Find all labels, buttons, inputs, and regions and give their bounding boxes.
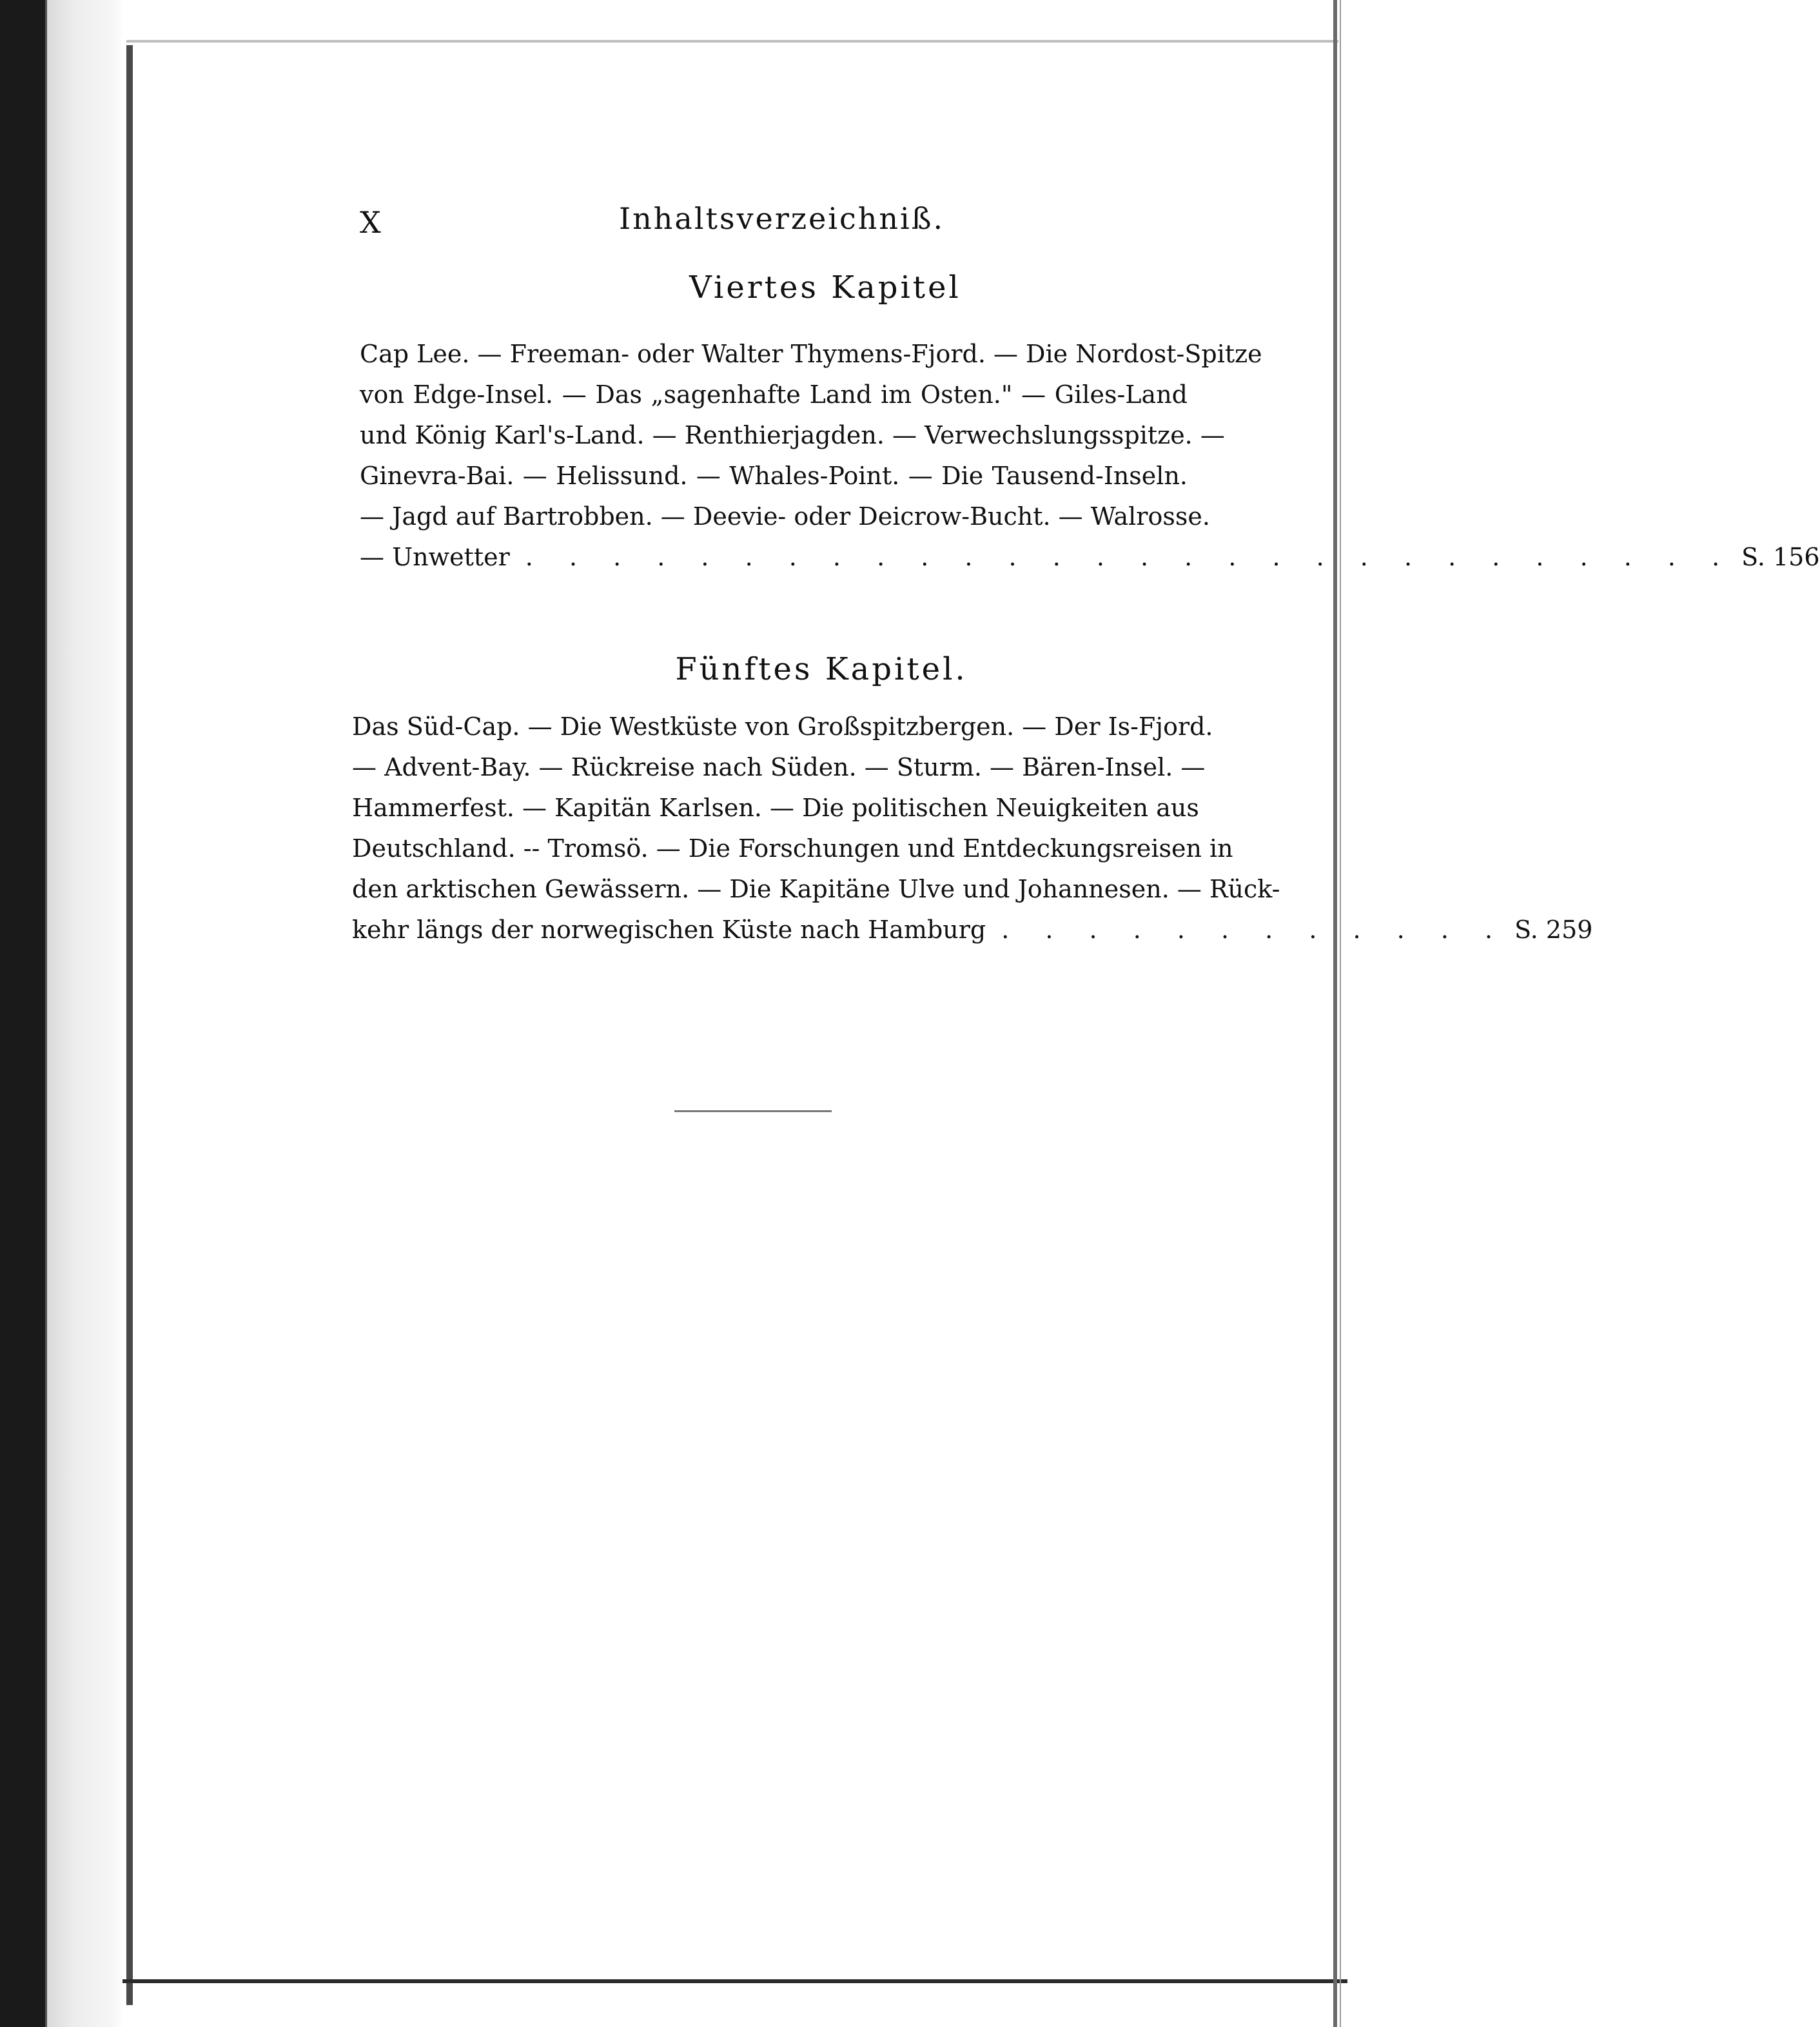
page-top-border bbox=[126, 40, 1338, 43]
summary-line: von Edge-Insel. — Das „sagenhafte Land im Osten." — Giles-Land bbox=[360, 380, 1188, 409]
page-number: X bbox=[360, 205, 381, 240]
scan-left-edge bbox=[0, 0, 45, 2027]
book-binding-shadow bbox=[45, 0, 124, 2027]
page-bottom-border bbox=[122, 1979, 1347, 1983]
summary-line: den arktischen Gewässern. — Die Kapitäne Ulve und Johannesen. — Rück- bbox=[352, 875, 1280, 903]
page-left-border bbox=[126, 45, 133, 2005]
page-reference: S. 259 bbox=[1514, 916, 1593, 944]
chapter-summary-5 bbox=[352, 707, 1593, 950]
summary-line: Hammerfest. — Kapitän Karlsen. — Die politischen Neuigkeiten aus bbox=[352, 794, 1199, 822]
summary-line: — Jagd auf Bartrobben. — Deevie- oder Deicrow-Bucht. — Walrosse. bbox=[360, 502, 1210, 531]
summary-line: — Advent-Bay. — Rückreise nach Süden. — Sturm. — Bären-Insel. — bbox=[352, 753, 1206, 781]
page-right-border bbox=[1333, 0, 1337, 2027]
page-reference: S. 156 bbox=[1741, 543, 1820, 571]
running-head: Inhaltsverzeichniß. bbox=[619, 201, 945, 236]
summary-line: Das Süd-Cap. — Die Westküste von Großspitzbergen. — Der Is-Fjord. bbox=[352, 712, 1213, 741]
page-right-border-inner bbox=[1340, 0, 1341, 2027]
summary-line: und König Karl's-Land. — Renthierjagden. — Verwechslungsspitze. — bbox=[360, 421, 1225, 449]
dot-leader: . . . . . . . . . . . . . . . . . . . . . . . . . . . . bbox=[525, 543, 1734, 571]
chapter-title-5: Fünftes Kapitel. bbox=[675, 651, 968, 687]
summary-line: Ginevra-Bai. — Helissund. — Whales-Point. — Die Tausend-Inseln. bbox=[360, 462, 1188, 490]
chapter-title-4: Viertes Kapitel bbox=[689, 269, 961, 306]
chapter-summary-4 bbox=[360, 334, 1820, 578]
summary-line-with-page-ref: kehr längs der norwegischen Küste nach Hamburg . . . . . . . . . . . . S. 259 bbox=[352, 910, 1188, 950]
summary-line-with-page-ref: — Unwetter . . . . . . . . . . . . . . . . . . . . . . . . . . . . S. 156 bbox=[360, 537, 1188, 578]
summary-line: Cap Lee. — Freeman- oder Walter Thymens-Fjord. — Die Nordost-Spitze bbox=[360, 340, 1262, 368]
dot-leader: . . . . . . . . . . . . bbox=[1001, 916, 1507, 944]
closing-rule bbox=[674, 1110, 832, 1112]
summary-line: Deutschland. -- Tromsö. — Die Forschungen und Entdeckungsreisen in bbox=[352, 834, 1233, 863]
